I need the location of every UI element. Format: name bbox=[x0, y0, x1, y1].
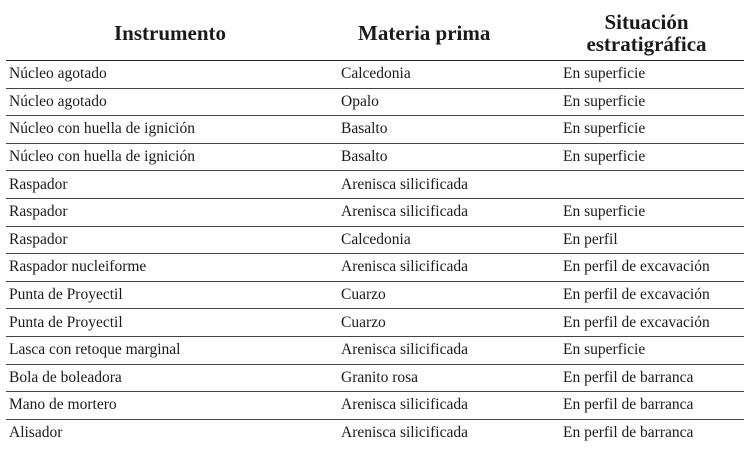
situacion-cell: En superficie bbox=[557, 336, 744, 364]
situacion-cell: En superficie bbox=[557, 116, 744, 144]
instrumento-cell: Núcleo agotado bbox=[6, 61, 335, 89]
situacion-cell: En perfil de excavación bbox=[557, 309, 744, 337]
materia-prima-cell: Opalo bbox=[335, 88, 557, 116]
table-row bbox=[6, 419, 744, 446]
situacion-cell: En superficie bbox=[557, 88, 744, 116]
materia-prima-cell: Arenisca silicificada bbox=[335, 336, 557, 364]
table-row bbox=[6, 254, 744, 282]
instrumento-cell: Mano de mortero bbox=[6, 392, 335, 420]
instrumento-cell: Raspador nucleiforme bbox=[6, 254, 335, 282]
table-header bbox=[6, 6, 744, 61]
materia-prima-cell: Arenisca silicificada bbox=[335, 254, 557, 282]
instrumento-cell: Núcleo con huella de ignición bbox=[6, 143, 335, 171]
table-row bbox=[6, 364, 744, 392]
table-row bbox=[6, 61, 744, 89]
situacion-cell: En perfil de barranca bbox=[557, 364, 744, 392]
materia-prima-cell: Arenisca silicificada bbox=[335, 392, 557, 420]
instrumento-cell: Lasca con retoque marginal bbox=[6, 336, 335, 364]
table-body bbox=[6, 61, 744, 447]
instrumento-cell: Núcleo agotado bbox=[6, 88, 335, 116]
materia-prima-cell: Calcedonia bbox=[335, 226, 557, 254]
header-instrumento: Instrumento bbox=[6, 6, 335, 61]
situacion-cell: En superficie bbox=[557, 198, 744, 226]
header-situacion-line2: estratigráfica bbox=[586, 32, 707, 56]
situacion-cell: En superficie bbox=[557, 143, 744, 171]
situacion-cell: En perfil de barranca bbox=[563, 424, 694, 442]
table-row bbox=[6, 309, 744, 337]
materia-prima-cell: Basalto bbox=[335, 143, 557, 171]
instrumento-cell: Raspador bbox=[6, 171, 335, 199]
table-row bbox=[6, 171, 744, 199]
situacion-cell: En perfil bbox=[557, 226, 744, 254]
instrumento-cell: Punta de Proyectil bbox=[6, 309, 335, 337]
table-row bbox=[6, 336, 744, 364]
artifacts-table bbox=[6, 6, 744, 446]
materia-prima-cell: Basalto bbox=[335, 116, 557, 144]
materia-prima-cell: Calcedonia bbox=[335, 61, 557, 89]
header-situacion-line1: Situación bbox=[604, 10, 689, 34]
header-row bbox=[6, 6, 744, 61]
instrumento-cell: Raspador bbox=[6, 198, 335, 226]
instrumento-cell: Bola de boleadora bbox=[6, 364, 335, 392]
instrumento-cell: Alisador bbox=[9, 424, 63, 442]
table-row bbox=[6, 116, 744, 144]
materia-prima-cell: Arenisca silicificada bbox=[335, 171, 557, 199]
situacion-cell: En perfil de excavación bbox=[557, 281, 744, 309]
instrumento-cell: Núcleo con huella de ignición bbox=[6, 116, 335, 144]
materia-prima-cell: Granito rosa bbox=[335, 364, 557, 392]
table-row bbox=[6, 88, 744, 116]
situacion-cell: En perfil de excavación bbox=[557, 254, 744, 282]
materia-prima-cell: Cuarzo bbox=[335, 281, 557, 309]
table-row bbox=[6, 392, 744, 420]
table-row bbox=[6, 198, 744, 226]
situacion-cell: En perfil de barranca bbox=[557, 392, 744, 420]
materia-prima-cell: Cuarzo bbox=[335, 309, 557, 337]
header-situacion-estratigrafica bbox=[557, 6, 744, 61]
materia-prima-cell: Arenisca silicificada bbox=[335, 198, 557, 226]
situacion-cell: En superficie bbox=[557, 61, 744, 89]
table-row bbox=[6, 281, 744, 309]
instrumento-cell: Punta de Proyectil bbox=[6, 281, 335, 309]
materia-prima-cell: Arenisca silicificada bbox=[341, 424, 468, 442]
table-row bbox=[6, 143, 744, 171]
header-materia-prima: Materia prima bbox=[335, 6, 557, 61]
table-row bbox=[6, 226, 744, 254]
situacion-cell bbox=[557, 171, 744, 199]
instrumento-cell: Raspador bbox=[6, 226, 335, 254]
